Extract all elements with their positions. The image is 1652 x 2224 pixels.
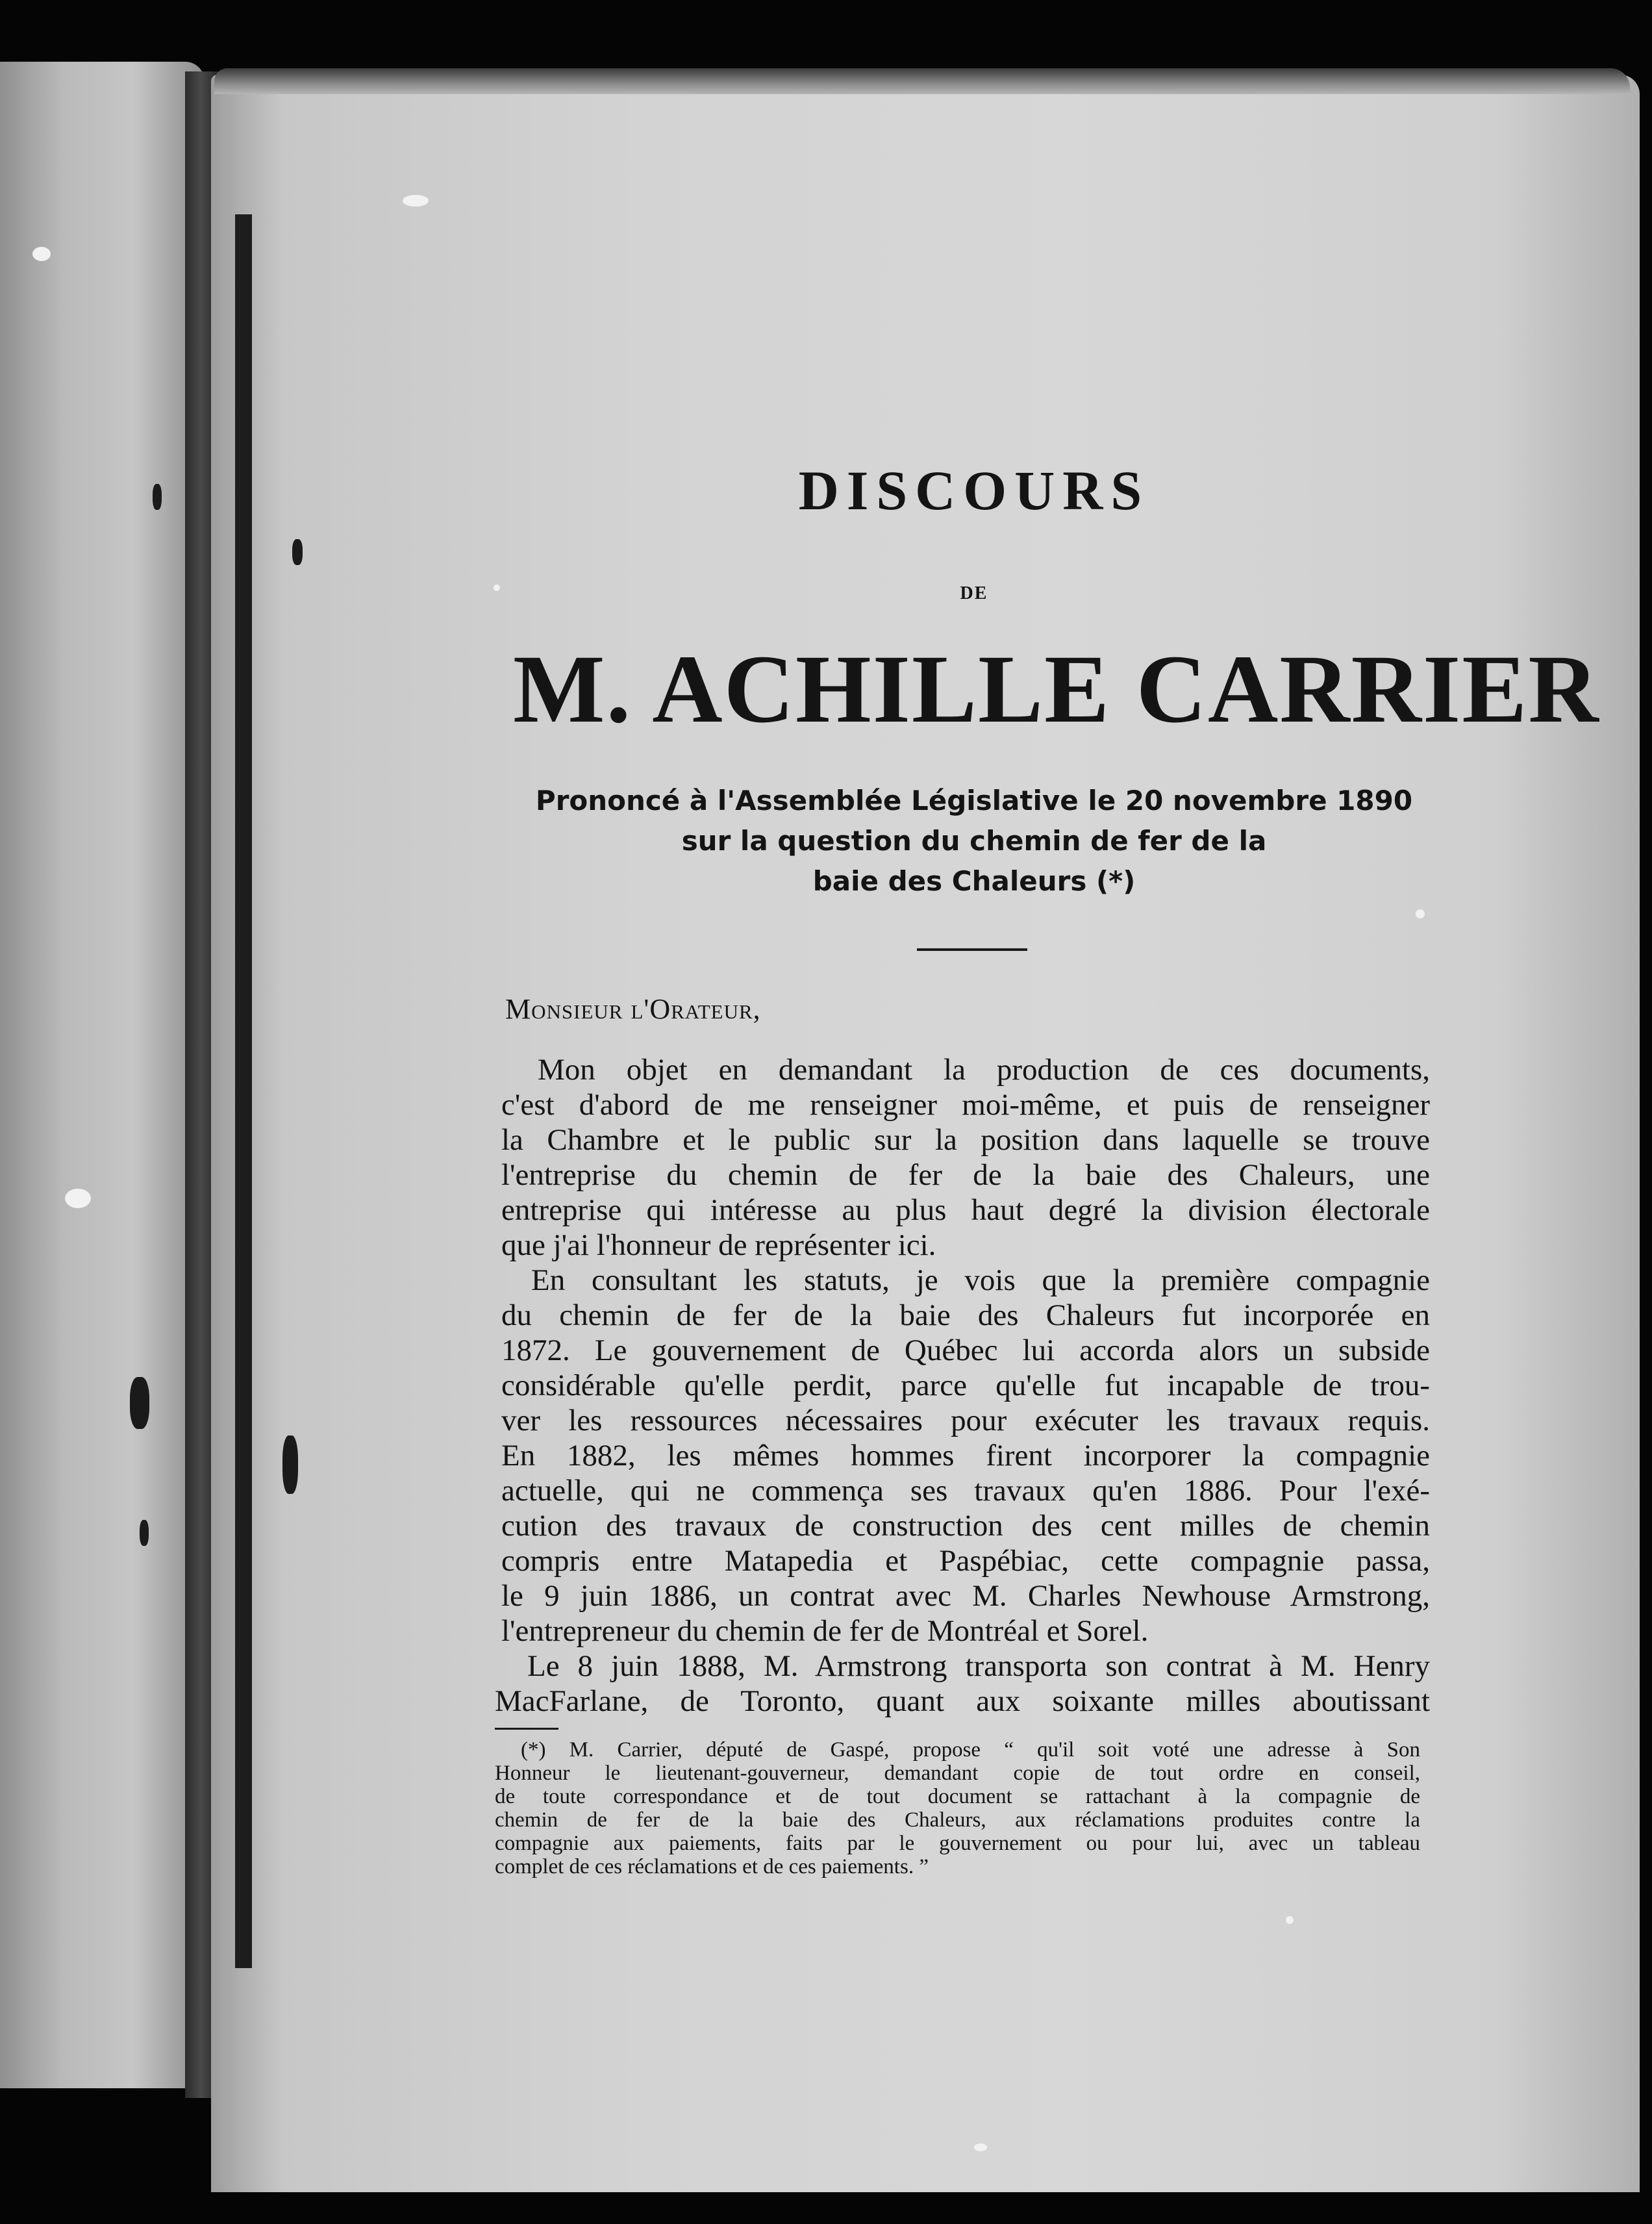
body-line: cution des travaux de construction des cent milles de chemin xyxy=(501,1509,1430,1543)
body-line: l'entreprise du chemin de fer de la baie des Chaleurs, une xyxy=(501,1158,1430,1192)
scan-speck xyxy=(403,195,429,207)
speaker-name: M. ACHILLE CARRIER xyxy=(513,635,1600,743)
subtitle-line: baie des Chaleurs (*) xyxy=(812,865,1136,897)
section-divider xyxy=(917,948,1027,951)
body-line: ver les ressources nécessaires pour exécuter les travaux requis. xyxy=(501,1404,1430,1437)
speech-subtitle xyxy=(513,781,1435,902)
heading-preposition: DE xyxy=(960,583,988,603)
salutation: Monsieur l'Orateur, xyxy=(505,993,761,1025)
body-line: Le 8 juin 1888, M. Armstrong transporta son contrat à M. Henry xyxy=(527,1649,1430,1683)
body-line: du chemin de fer de la baie des Chaleurs fut incorporée en xyxy=(501,1298,1430,1332)
footnote-line: compagnie aux paiements, faits par le gouvernement ou pour lui, avec un tableau xyxy=(495,1832,1420,1855)
scan-speck xyxy=(292,539,303,565)
body-line: actuelle, qui ne commença ses travaux qu'en 1886. Pour l'exé- xyxy=(501,1474,1430,1508)
footnote-line: de toute correspondance et de tout document se rattachant à la compagnie de xyxy=(495,1785,1420,1808)
scan-speck xyxy=(282,1435,298,1494)
scan-speck xyxy=(32,247,51,261)
footnote-line: (*) M. Carrier, député de Gaspé, propose “ qu'il soit voté une adresse à Son xyxy=(521,1738,1420,1762)
subtitle-line: Prononcé à l'Assemblée Législative le 20 novembre 1890 xyxy=(535,785,1413,816)
body-line: considérable qu'elle perdit, parce qu'elle fut incapable de trou- xyxy=(501,1369,1430,1402)
scan-speck xyxy=(1286,1916,1294,1924)
footnote-line: Honneur le lieutenant-gouverneur, demandant copie de tout ordre en conseil, xyxy=(495,1762,1420,1785)
body-line: MacFarlane, de Toronto, quant aux soixante milles aboutissant xyxy=(495,1684,1430,1718)
scan-speck xyxy=(1416,909,1425,918)
body-line: c'est d'abord de me renseigner moi-même, et puis de renseigner xyxy=(501,1088,1430,1122)
document-heading: DISCOURS xyxy=(798,459,1150,522)
body-line: l'entrepreneur du chemin de fer de Montréal et Sorel. xyxy=(501,1614,1149,1648)
body-line: entreprise qui intéresse au plus haut degré la division électorale xyxy=(501,1193,1430,1227)
body-line: compris entre Matapedia et Paspébiac, cette compagnie passa, xyxy=(501,1544,1430,1578)
footnote-divider xyxy=(495,1728,558,1730)
scan-speck xyxy=(153,484,162,510)
body-line: En consultant les statuts, je vois que la première compagnie xyxy=(531,1263,1430,1297)
page-top-edge xyxy=(214,68,1630,94)
scan-speck xyxy=(65,1189,91,1208)
footnote-line: chemin de fer de la baie des Chaleurs, aux réclamations produites contre la xyxy=(495,1808,1420,1832)
body-line: que j'ai l'honneur de représenter ici. xyxy=(501,1228,936,1262)
body-line: Mon objet en demandant la production de ces documents, xyxy=(538,1053,1430,1087)
body-line: 1872. Le gouvernement de Québec lui accorda alors un subside xyxy=(501,1333,1430,1367)
body-line: la Chambre et le public sur la position dans laquelle se trouve xyxy=(501,1123,1430,1157)
left-page xyxy=(0,62,205,2088)
subtitle-line: sur la question du chemin de fer de la xyxy=(681,825,1267,857)
body-line: En 1882, les mêmes hommes firent incorporer la compagnie xyxy=(501,1439,1430,1472)
scan-speck xyxy=(974,2143,987,2151)
scan-speck xyxy=(494,585,500,591)
binding-line xyxy=(235,214,252,1968)
scan-speck xyxy=(140,1520,149,1546)
body-line: le 9 juin 1886, un contrat avec M. Charles Newhouse Armstrong, xyxy=(501,1579,1430,1613)
scan-speck xyxy=(130,1377,149,1429)
footnote-line: complet de ces réclamations et de ces paiements. ” xyxy=(495,1855,929,1878)
